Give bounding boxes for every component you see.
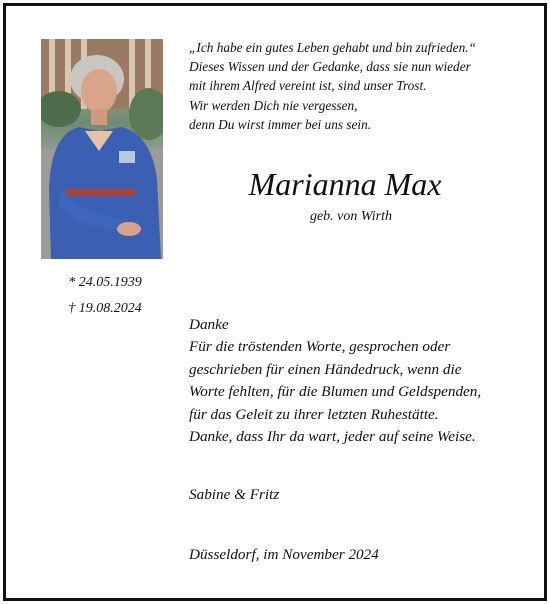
quote-line: „Ich habe ein gutes Leben gehabt und bin zufrieden.“ xyxy=(189,40,476,55)
thanks-line: Worte fehlten, für die Blumen und Geldspenden, xyxy=(189,383,482,401)
thanks-line: Danke, dass Ihr da wart, jeder auf seine Weise. xyxy=(189,428,476,446)
death-date: † 19.08.2024 xyxy=(68,301,142,316)
quote-line: mit ihrem Alfred vereint ist, sind unser Trost. xyxy=(189,78,427,94)
quote-line: Wir werden Dich nie vergessen, xyxy=(189,97,358,113)
portrait-photo xyxy=(41,39,163,259)
place-date: Düsseldorf, im November 2024 xyxy=(189,546,379,563)
life-dates xyxy=(60,270,150,322)
quote-line: denn Du wirst immer bei uns sein. xyxy=(189,116,372,132)
thanks-line: Für die tröstenden Worte, gesprochen oder xyxy=(189,338,451,356)
deceased-name: Marianna Max xyxy=(248,166,442,202)
memorial-quote xyxy=(189,38,529,134)
thanks-line: geschrieben für einen Händedruck, wenn die xyxy=(189,360,462,378)
thank-you-text xyxy=(189,314,534,448)
birth-date: * 24.05.1939 xyxy=(68,275,142,290)
quote-line: Dieses Wissen und der Gedanke, dass sie nun wieder xyxy=(189,59,471,75)
signers: Sabine & Fritz xyxy=(189,486,280,503)
thanks-line: Danke xyxy=(189,316,229,333)
thanks-line: für das Geleit zu ihrer letzten Ruhestätte. xyxy=(189,405,439,423)
birth-name: geb. von Wirth xyxy=(309,209,393,224)
portrait-illustration xyxy=(41,39,163,259)
